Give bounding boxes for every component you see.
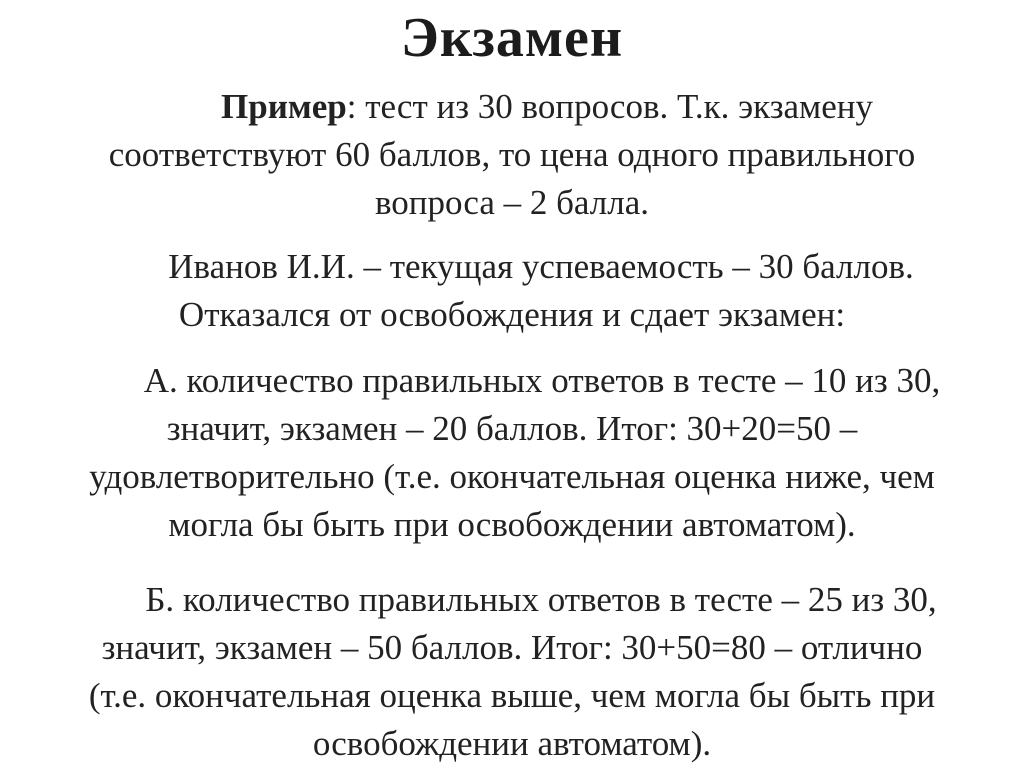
case-a-line-3: удовлетворительно (т.е. окончательная оценка ниже, чем — [89, 457, 935, 496]
case-b-line-4: освобождении автоматом). — [312, 724, 712, 763]
student-paragraph — [0, 243, 1024, 339]
case-b-line-1: Б. количество правильных ответов в тесте – 25 из 30, — [145, 580, 937, 619]
case-a-line-4: могла бы быть при освобождении автоматом). — [168, 505, 856, 544]
example-line-2: соответствуют 60 баллов, то цена одного правильного — [108, 135, 916, 174]
student-line-2: Отказался от освобождения и сдает экзамен: — [178, 295, 846, 334]
example-line-1-text: : тест из 30 вопросов. Т.к. экзамену — [346, 87, 873, 126]
case-b-line-2: значит, экзамен – 50 баллов. Итог: 30+50=80 – отлично — [101, 628, 923, 667]
example-paragraph — [0, 83, 1024, 227]
student-line-1: Иванов И.И. – текущая успеваемость – 30 баллов. — [168, 247, 914, 286]
case-a-line-1: А. количество правильных ответов в тесте – 10 из 30, — [143, 361, 941, 400]
example-line-3: вопроса – 2 балла. — [374, 183, 649, 222]
slide-title: Экзамен — [400, 7, 624, 69]
case-a-paragraph — [0, 357, 1024, 549]
example-line-1 — [0, 83, 1024, 131]
case-b-line-3: (т.е. окончательная оценка выше, чем могла бы быть при — [88, 676, 936, 715]
example-label: Пример — [221, 87, 347, 126]
case-b-paragraph — [0, 576, 1024, 768]
case-a-line-2: значит, экзамен – 20 баллов. Итог: 30+20=50 – — [166, 409, 858, 448]
